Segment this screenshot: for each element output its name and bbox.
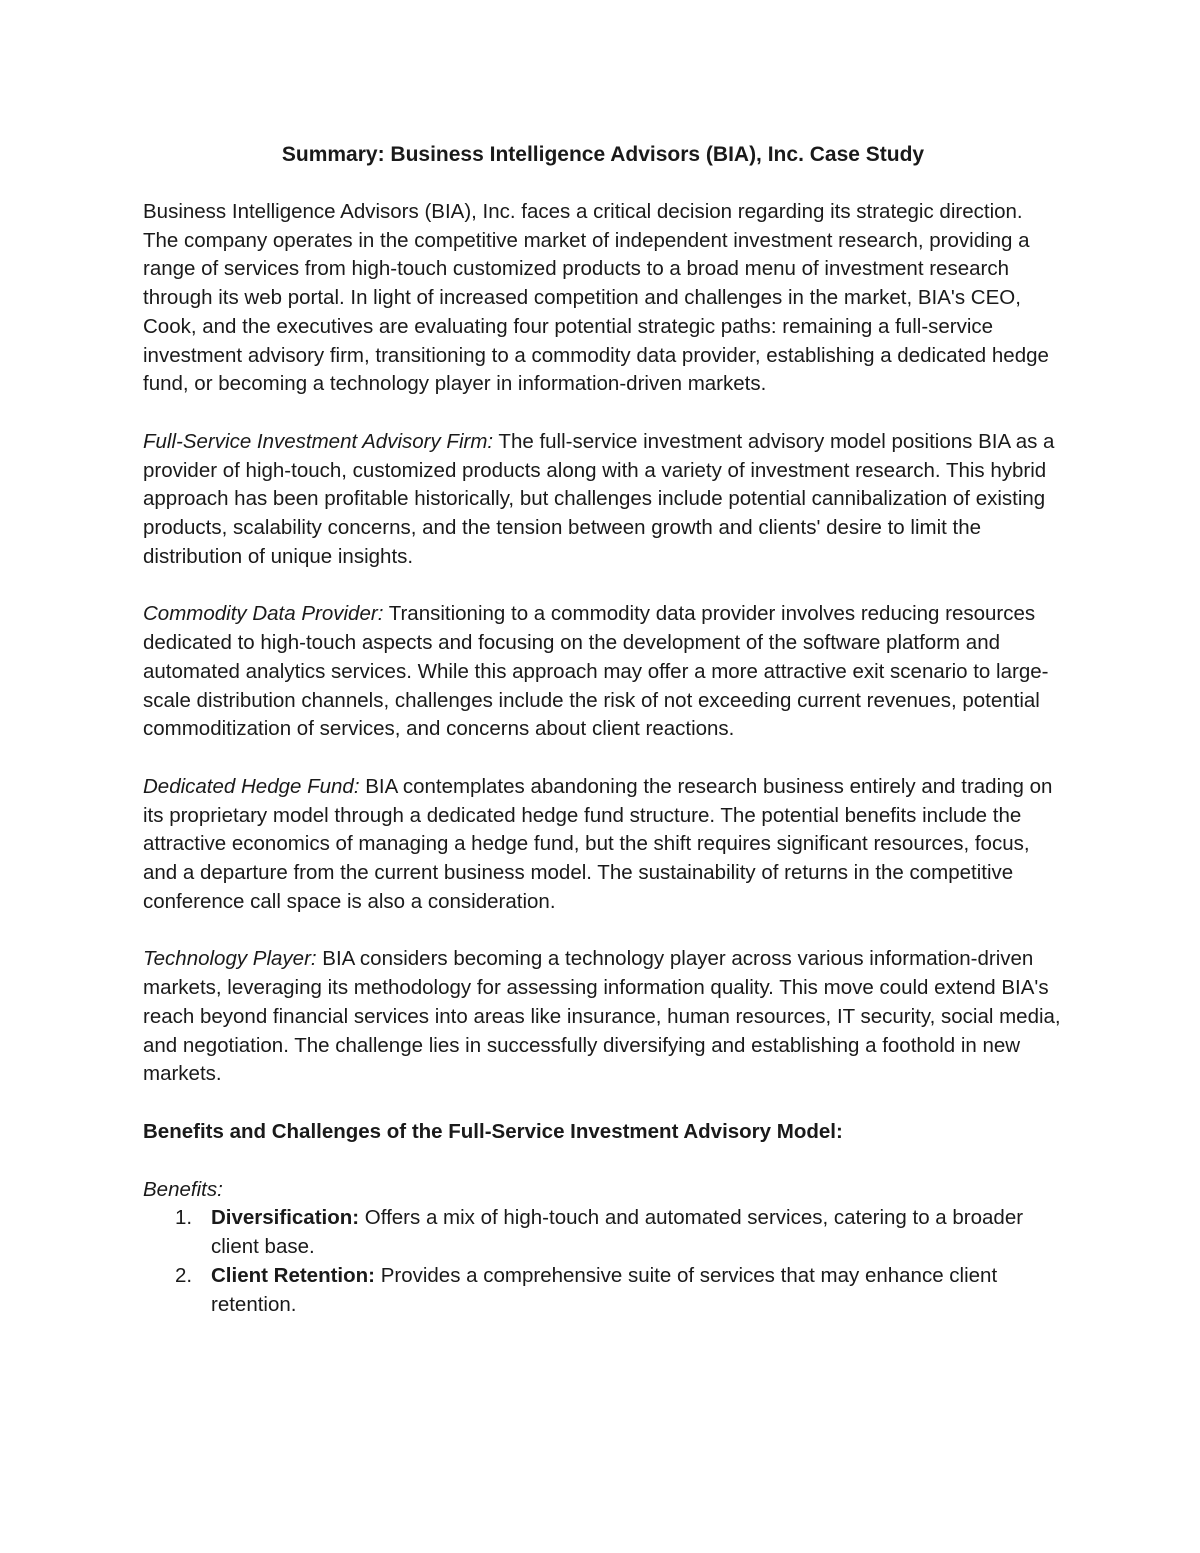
option-paragraph-technology-player (143, 945, 1063, 1089)
benefits-list (143, 1204, 1063, 1319)
list-item-term: Diversification: (211, 1206, 360, 1230)
option-paragraph-hedge-fund (143, 773, 1063, 917)
option-text: Transitioning to a commodity data provider involves reducing resources dedicated to high-touch aspects and focusing on the development of the software platform and automated analytics services. While this approach may offer a more attractive exit scenario to large-scale distribution channels, challenges include the risk of not exceeding current revenues, potential commoditization of services, and concerns about client reactions. (143, 602, 1049, 741)
option-label: Dedicated Hedge Fund: (143, 774, 360, 798)
list-item (143, 1204, 1063, 1261)
option-label: Full-Service Investment Advisory Firm: (143, 429, 494, 453)
option-label: Technology Player: (143, 947, 317, 971)
option-paragraph-commodity-data (143, 600, 1063, 744)
option-text: BIA contemplates abandoning the research business entirely and trading on its proprietary model through a dedicated hedge fund structure. The potential benefits include the attractive economics of managing a hedge fund, but the shift requires significant resources, focus, and a departure from the current business model. The sustainability of returns in the competitive conference call space is also a consideration. (143, 774, 1053, 913)
list-item-number: 2. (175, 1263, 193, 1287)
list-item-term: Client Retention: (211, 1263, 375, 1287)
benefits-heading: Benefits: (143, 1177, 223, 1201)
option-label: Commodity Data Provider: (143, 602, 384, 626)
document-page (143, 140, 1063, 1319)
option-text: The full-service investment advisory model positions BIA as a provider of high-touch, customized products along with a variety of investment research. This hybrid approach has been profitable historically, but challenges include potential cannibalization of existing products, scalability concerns, and the tension between growth and clients' desire to limit the distribution of unique insights. (143, 429, 1055, 568)
document-title: Summary: Business Intelligence Advisors (BIA), Inc. Case Study (281, 143, 925, 166)
section-heading: Benefits and Challenges of the Full-Service Investment Advisory Model: (143, 1119, 843, 1143)
option-paragraph-full-service (143, 428, 1063, 572)
intro-paragraph: Business Intelligence Advisors (BIA), Inc. faces a critical decision regarding its strategic direction. The company operates in the competitive market of independent investment research, providing a range of services from high-touch customized products to a broad menu of investment research through its web portal. In light of increased competition and challenges in the market, BIA's CEO, Cook, and the executives are evaluating four potential strategic paths: remaining a full-service investment advisory firm, transitioning to a commodity data provider, establishing a dedicated hedge fund, or becoming a technology player in information-driven markets. (143, 200, 1049, 396)
option-text: BIA considers becoming a technology player across various information-driven markets, leveraging its methodology for assessing information quality. This move could extend BIA's reach beyond financial services into areas like insurance, human resources, IT security, social media, and negotiation. The challenge lies in successfully diversifying and establishing a foothold in new markets. (143, 947, 1061, 1086)
list-item-number: 1. (175, 1206, 193, 1230)
list-item-text: Provides a comprehensive suite of services that may enhance client retention. (211, 1263, 998, 1316)
list-item-text: Offers a mix of high-touch and automated services, catering to a broader client base. (211, 1206, 1024, 1259)
list-item (143, 1262, 1063, 1319)
